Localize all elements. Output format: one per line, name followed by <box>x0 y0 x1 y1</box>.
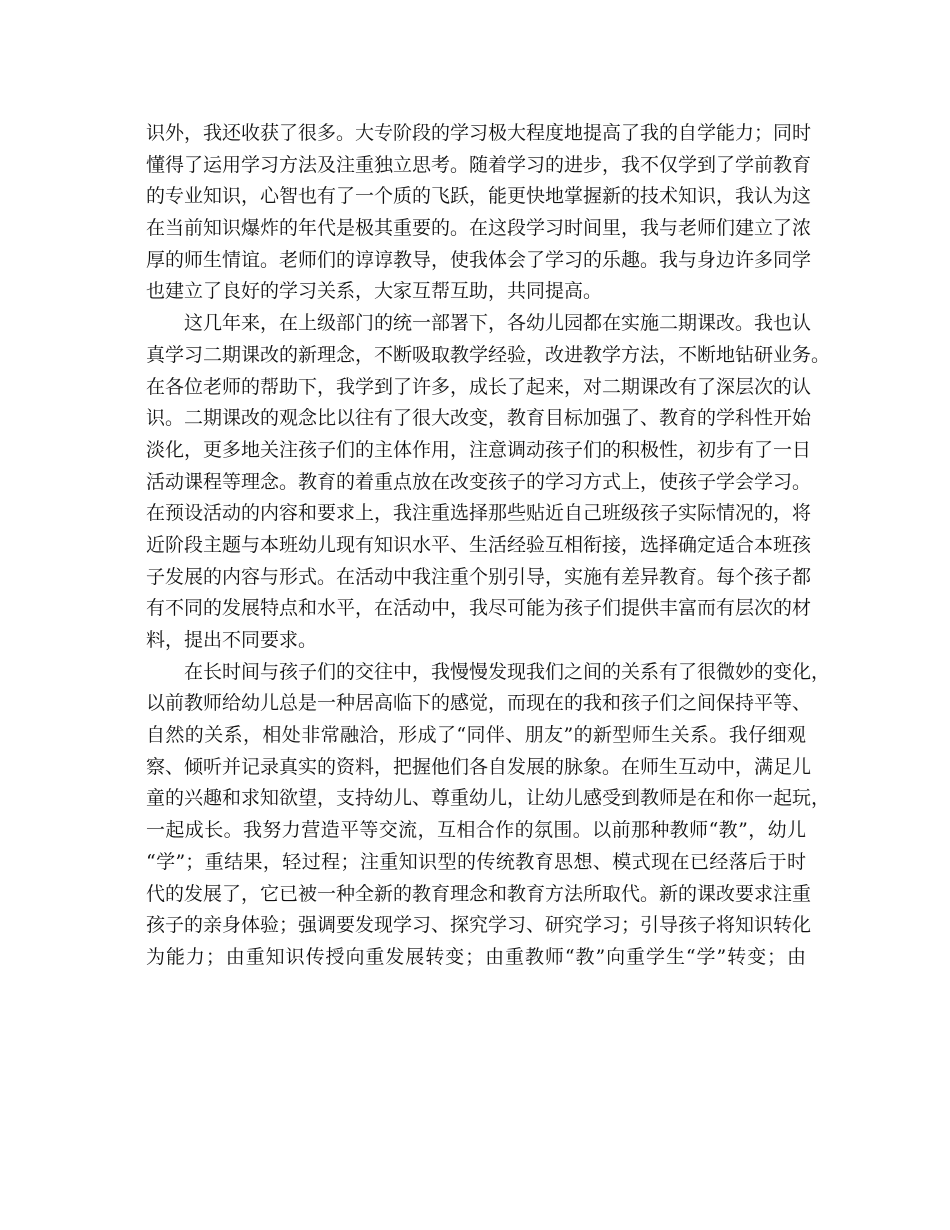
paragraph-line: 察、倾听并记录真实的资料，把握他们各自发展的脉象。在师生互动中，满足儿 <box>146 755 812 778</box>
paragraph-line: 为能力；由重知识传授向重发展转变；由重教师“教”向重学生“学”转变；由 <box>146 945 806 968</box>
paragraph-line: 在当前知识爆炸的年代是极其重要的。在这段学习时间里，我与老师们建立了浓 <box>146 217 812 240</box>
paragraph-line: 识外，我还收获了很多。大专阶段的学习极大程度地提高了我的自学能力；同时 <box>146 122 812 144</box>
paragraph-line: 近阶段主题与本班幼儿现有知识水平、生活经验互相衔接，选择确定适合本班孩 <box>146 533 812 556</box>
paragraph-line: “学”；重结果，轻过程；注重知识型的传统教育思想、模式现在已经落后于时 <box>146 850 806 873</box>
document-body <box>146 118 831 974</box>
paragraph-line: 孩子的亲身体验；强调要发现学习、探究学习、研究学习；引导孩子将知识转化 <box>146 914 812 937</box>
paragraph-line: 自然的关系，相处非常融洽，形成了“同伴、朋友”的新型师生关系。我仔细观 <box>146 724 806 747</box>
paragraph-line: 料，提出不同要求。 <box>146 629 318 651</box>
paragraph-2 <box>146 308 831 657</box>
paragraph-line: 厚的师生情谊。老师们的谆谆教导，使我体会了学习的乐趣。我与身边许多同学 <box>146 248 812 271</box>
paragraph-line: 童的兴趣和求知欲望，支持幼儿、尊重幼儿，让幼儿感受到教师是在和你一起玩， <box>146 787 831 810</box>
paragraph-3 <box>146 657 831 974</box>
paragraph-line: 一起成长。我努力营造平等交流，互相合作的氛围。以前那种教师“教”，幼儿 <box>146 819 806 842</box>
paragraph-line: 也建立了良好的学习关系，大家互帮互助，共同提高。 <box>146 280 603 303</box>
paragraph-line: 真学习二期课改的新理念，不断吸取教学经验，改进教学方法，不断地钻研业务。 <box>146 343 831 366</box>
paragraph-line: 识。二期课改的观念比以往有了很大改变，教育目标加强了、教育的学科性开始 <box>146 407 812 430</box>
paragraph-line: 淡化，更多地关注孩子们的主体作用，注意调动孩子们的积极性，初步有了一日 <box>146 438 812 461</box>
paragraph-line: 懂得了运用学习方法及注重独立思考。随着学习的进步，我不仅学到了学前教育 <box>146 153 812 176</box>
paragraph-line: 子发展的内容与形式。在活动中我注重个别引导，实施有差异教育。每个孩子都 <box>146 565 812 588</box>
paragraph-line: 有不同的发展特点和水平，在活动中，我尽可能为孩子们提供丰富而有层次的材 <box>146 597 812 620</box>
paragraph-1 <box>146 118 812 308</box>
paragraph-line: 这几年来，在上级部门的统一部署下，各幼儿园都在实施二期课改。我也认 <box>184 312 812 335</box>
paragraph-line: 在各位老师的帮助下，我学到了许多，成长了起来，对二期课改有了深层次的认 <box>146 375 812 398</box>
paragraph-line: 代的发展了，它已被一种全新的教育理念和教育方法所取代。新的课改要求注重 <box>146 882 812 905</box>
paragraph-line: 的专业知识，心智也有了一个质的飞跃，能更快地掌握新的技术知识，我认为这 <box>146 185 812 208</box>
paragraph-line: 活动课程等理念。教育的着重点放在改变孩子的学习方式上，使孩子学会学习。 <box>146 470 812 493</box>
paragraph-line: 在长时间与孩子们的交往中，我慢慢发现我们之间的关系有了很微妙的变化， <box>184 660 831 683</box>
paragraph-line: 以前教师给幼儿总是一种居高临下的感觉，而现在的我和孩子们之间保持平等、 <box>146 692 812 715</box>
paragraph-line: 在预设活动的内容和要求上，我注重选择那些贴近自己班级孩子实际情况的，将 <box>146 502 812 525</box>
